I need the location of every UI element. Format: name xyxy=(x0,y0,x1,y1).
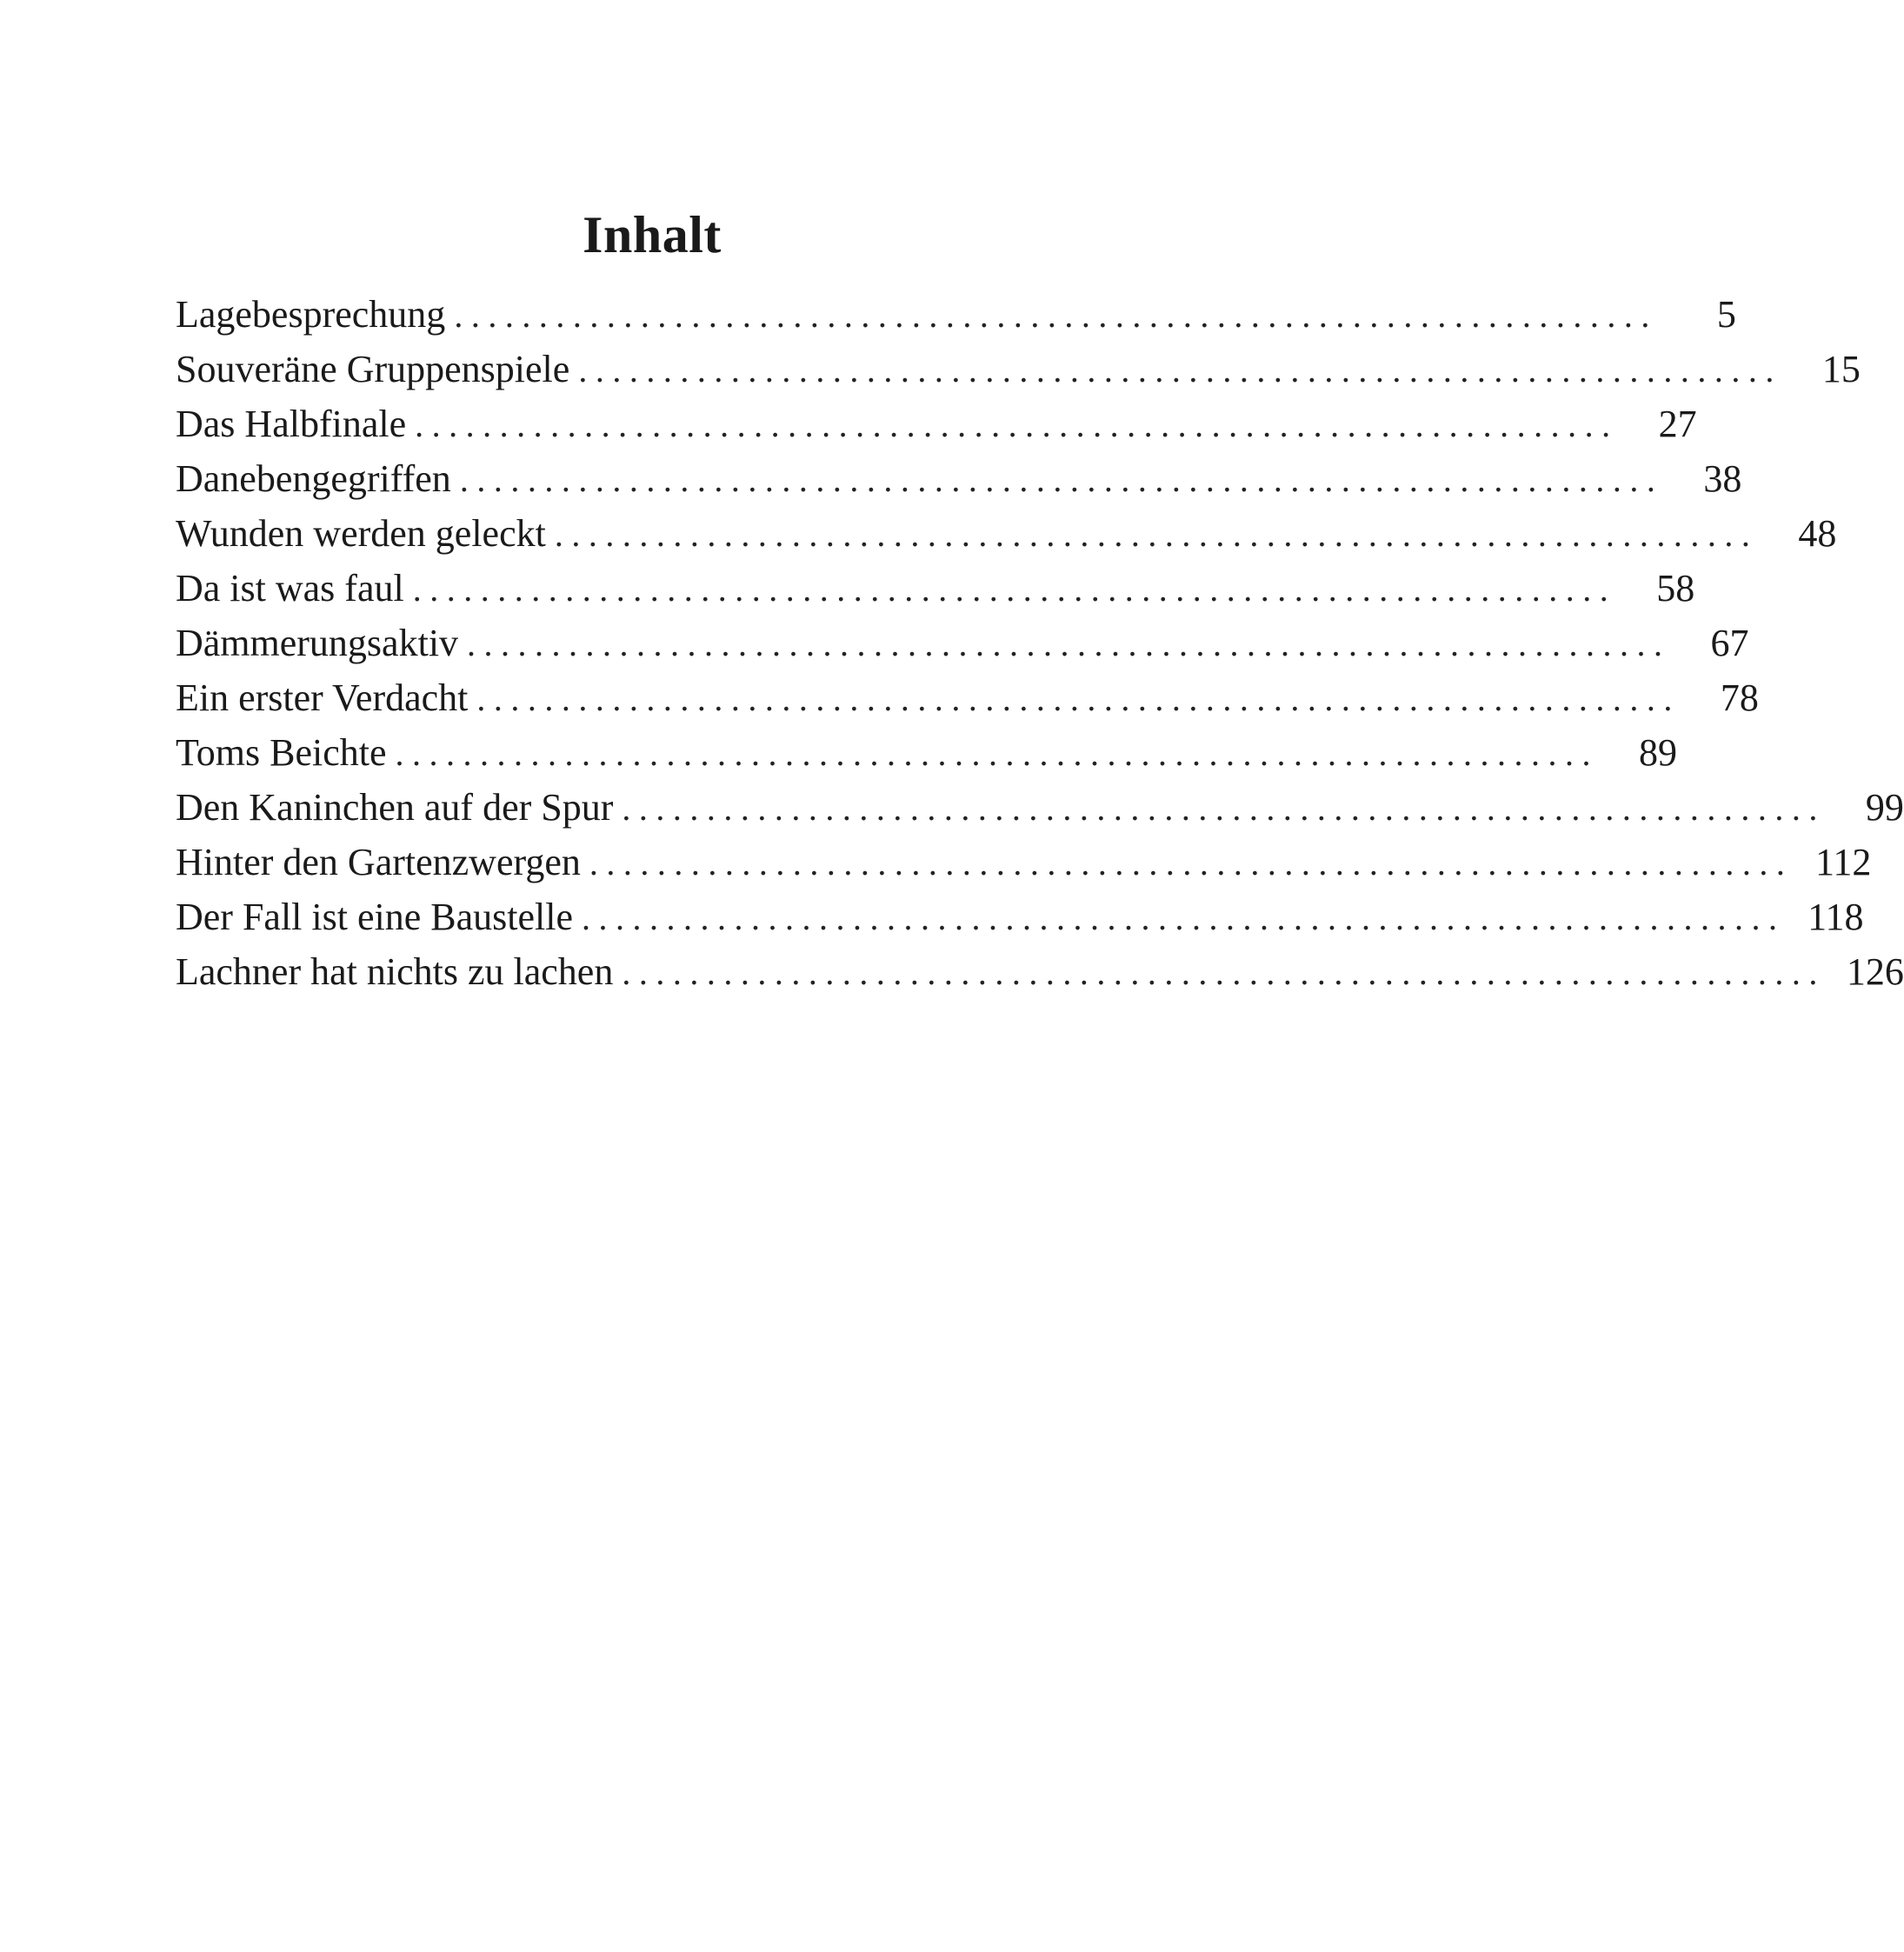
toc-entry xyxy=(176,616,1749,670)
toc-entry-title: Toms Beichte xyxy=(176,731,387,774)
dot-leader: ....................................................................... xyxy=(622,953,1826,992)
dot-leader: ....................................................................... xyxy=(454,296,1658,335)
table-of-contents xyxy=(176,287,1904,999)
toc-entry-title: Souveräne Gruppenspiele xyxy=(176,348,570,390)
toc-entry-page: 89 xyxy=(1639,731,1678,774)
toc-entry-title: Lachner hat nichts zu lachen xyxy=(176,950,614,993)
toc-entry-title: Der Fall ist eine Baustelle xyxy=(176,896,573,938)
dot-leader: ....................................................................... xyxy=(412,570,1617,609)
toc-entry-title: Den Kaninchen auf der Spur xyxy=(176,786,614,829)
dot-leader: ....................................................................... xyxy=(554,515,1759,554)
toc-entry-page: 78 xyxy=(1720,676,1759,719)
dot-leader: ....................................................................... xyxy=(589,843,1794,883)
toc-entry xyxy=(176,287,1736,342)
toc-entry xyxy=(176,944,1904,999)
toc-entry-title: Wunden werden geleckt xyxy=(176,512,546,555)
dot-leader: ....................................................................... xyxy=(395,734,1600,773)
toc-entry-title: Das Halbfinale xyxy=(176,403,407,445)
toc-entry xyxy=(176,889,1864,944)
toc-entry-title: Ein erster Verdacht xyxy=(176,676,469,719)
toc-entry-page: 58 xyxy=(1656,567,1695,610)
dot-leader: ....................................................................... xyxy=(578,350,1782,390)
toc-entry-page: 126 xyxy=(1846,950,1904,993)
dot-leader: ....................................................................... xyxy=(459,460,1664,499)
toc-entry-title: Hinter den Gartenzwergen xyxy=(176,841,581,883)
toc-entry-page: 27 xyxy=(1658,403,1697,445)
toc-entry-title: Dämmerungsaktiv xyxy=(176,622,459,664)
toc-entry-title: Lagebesprechung xyxy=(176,293,446,336)
page-title: Inhalt xyxy=(583,206,722,264)
toc-entry xyxy=(176,451,1742,506)
toc-entry-page: 48 xyxy=(1798,512,1837,555)
toc-entry-title: Danebengegriffen xyxy=(176,457,451,500)
toc-entry-page: 112 xyxy=(1815,841,1872,883)
toc-entry-title: Da ist was faul xyxy=(176,567,404,610)
toc-entry-page: 5 xyxy=(1716,293,1736,336)
toc-entry-page: 99 xyxy=(1865,786,1904,829)
toc-entry xyxy=(176,780,1904,835)
toc-entry-page: 38 xyxy=(1703,457,1742,500)
toc-entry xyxy=(176,506,1837,561)
dot-leader: ....................................................................... xyxy=(415,405,1619,444)
toc-entry xyxy=(176,725,1678,780)
toc-entry-page: 67 xyxy=(1710,622,1749,664)
dot-leader: ....................................................................... xyxy=(467,624,1671,663)
dot-leader: ....................................................................... xyxy=(476,679,1681,718)
dot-leader: ....................................................................... xyxy=(622,789,1826,828)
toc-entry-page: 118 xyxy=(1807,896,1864,938)
toc-entry xyxy=(176,342,1861,396)
toc-entry xyxy=(176,835,1872,889)
toc-entry-page: 15 xyxy=(1821,348,1861,390)
toc-entry xyxy=(176,561,1695,616)
dot-leader: ....................................................................... xyxy=(582,898,1786,937)
toc-entry xyxy=(176,670,1759,725)
toc-entry xyxy=(176,396,1697,451)
